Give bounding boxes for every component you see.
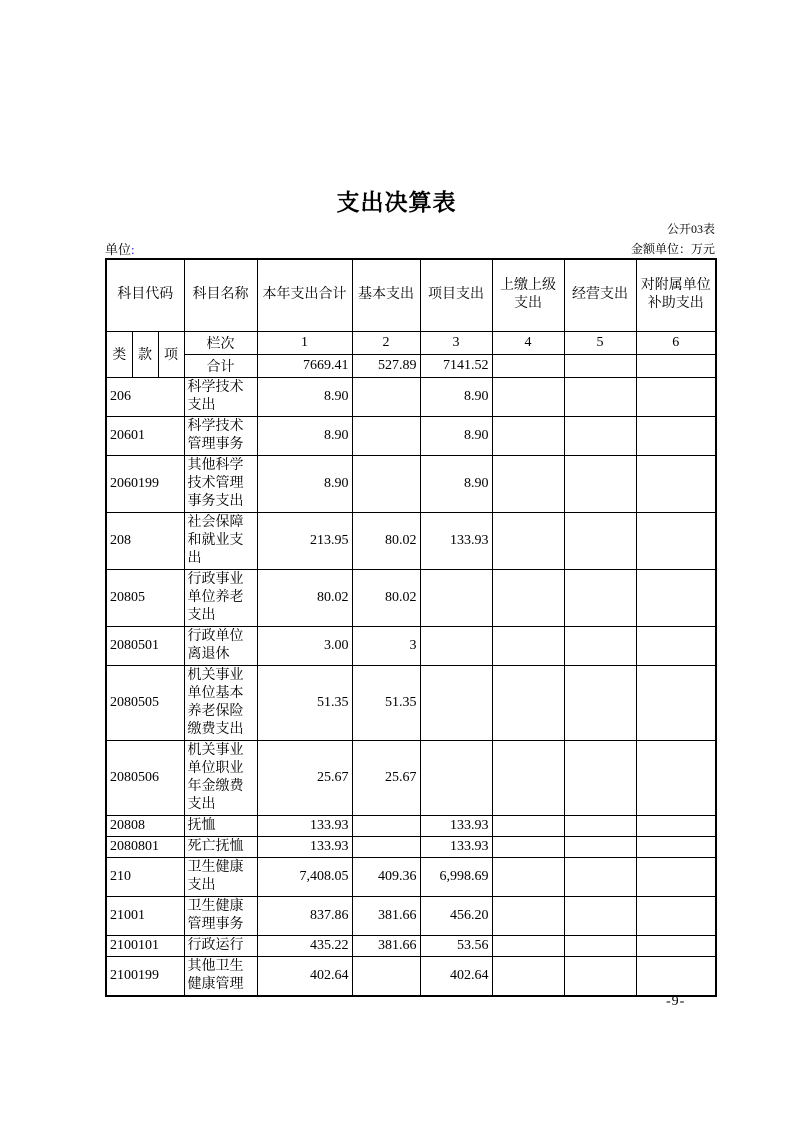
header-col-number: 2: [352, 331, 420, 354]
value-cell: [564, 416, 636, 455]
value-cell: [420, 569, 492, 626]
page-title: 支出决算表: [336, 189, 457, 215]
subject-code-cell: 206: [106, 377, 184, 416]
value-cell: 25.67: [352, 740, 420, 815]
unit-colon: :: [131, 242, 135, 257]
value-cell: [352, 836, 420, 857]
subject-name-cell: 科学技术支出: [184, 377, 257, 416]
value-cell: [636, 935, 716, 956]
value-cell: [564, 455, 636, 512]
value-cell: [352, 416, 420, 455]
value-cell: [636, 956, 716, 996]
subject-code-cell: 2080506: [106, 740, 184, 815]
table-row: [106, 512, 716, 569]
value-cell: [492, 836, 564, 857]
value-cell: [352, 956, 420, 996]
value-cell: [492, 377, 564, 416]
table-row: [106, 857, 716, 896]
subject-code-cell: 208: [106, 512, 184, 569]
value-cell: [492, 455, 564, 512]
value-cell: 133.93: [420, 512, 492, 569]
header-col-operating: 经营支出: [564, 259, 636, 331]
value-cell: 837.86: [257, 896, 352, 935]
total-value-cell: 7669.41: [257, 354, 352, 377]
value-cell: [492, 416, 564, 455]
header-col-number: 6: [636, 331, 716, 354]
value-cell: 3: [352, 626, 420, 665]
value-cell: [352, 377, 420, 416]
value-cell: [352, 455, 420, 512]
value-cell: [636, 857, 716, 896]
value-cell: 456.20: [420, 896, 492, 935]
value-cell: [352, 815, 420, 836]
value-cell: 8.90: [257, 416, 352, 455]
subject-code-cell: 20601: [106, 416, 184, 455]
subject-name-cell: 其他卫生健康管理: [184, 956, 257, 996]
value-cell: 51.35: [352, 665, 420, 740]
table-row: [106, 377, 716, 416]
value-cell: [492, 956, 564, 996]
value-cell: [564, 836, 636, 857]
subject-name-cell: 科学技术管理事务: [184, 416, 257, 455]
table-row: [106, 896, 716, 935]
unit-label: 单位:: [105, 242, 135, 257]
value-cell: [420, 665, 492, 740]
subject-code-cell: 21001: [106, 896, 184, 935]
total-row: [106, 354, 716, 377]
value-cell: 133.93: [257, 836, 352, 857]
value-cell: [492, 740, 564, 815]
value-cell: [564, 857, 636, 896]
value-cell: [636, 896, 716, 935]
value-cell: [492, 569, 564, 626]
value-cell: [564, 626, 636, 665]
value-cell: 133.93: [420, 815, 492, 836]
header-sub-class: 类: [106, 331, 132, 377]
subject-code-cell: 2100199: [106, 956, 184, 996]
header-row-lanci: [106, 331, 716, 354]
table-row: [106, 455, 716, 512]
value-cell: [564, 956, 636, 996]
value-cell: 409.36: [352, 857, 420, 896]
subject-code-cell: 2080505: [106, 665, 184, 740]
value-cell: 402.64: [420, 956, 492, 996]
subject-code-cell: 20805: [106, 569, 184, 626]
subject-name-cell: 行政运行: [184, 935, 257, 956]
subject-name-cell: 行政事业单位养老支出: [184, 569, 257, 626]
value-cell: 435.22: [257, 935, 352, 956]
header-sub-item: 项: [158, 331, 184, 377]
value-cell: [492, 512, 564, 569]
header-col-upturn: 上缴上级支出: [492, 259, 564, 331]
subject-code-cell: 2060199: [106, 455, 184, 512]
table-row: [106, 836, 716, 857]
value-cell: [564, 815, 636, 836]
total-value-cell: 7141.52: [420, 354, 492, 377]
value-cell: 8.90: [257, 377, 352, 416]
value-cell: 8.90: [420, 416, 492, 455]
amount-unit-label: 金额单位：万元: [630, 242, 715, 256]
table-row: [106, 416, 716, 455]
subject-code-cell: 20808: [106, 815, 184, 836]
subject-name-cell: 死亡抚恤: [184, 836, 257, 857]
table-row: [106, 935, 716, 956]
value-cell: [492, 626, 564, 665]
header-sub-section: 款: [132, 331, 158, 377]
header-col-total: 本年支出合计: [257, 259, 352, 331]
value-cell: [636, 665, 716, 740]
value-cell: 8.90: [420, 455, 492, 512]
subject-name-cell: 卫生健康管理事务: [184, 896, 257, 935]
value-cell: 8.90: [420, 377, 492, 416]
expenditure-table: [105, 258, 717, 997]
value-cell: [564, 569, 636, 626]
value-cell: 80.02: [352, 569, 420, 626]
header-col-number: 5: [564, 331, 636, 354]
subject-code-cell: 2080801: [106, 836, 184, 857]
table-row: [106, 569, 716, 626]
table-row: [106, 626, 716, 665]
total-value-cell: [564, 354, 636, 377]
table-row: [106, 815, 716, 836]
header-col-basic: 基本支出: [352, 259, 420, 331]
header-row-main: [106, 259, 716, 331]
value-cell: [636, 626, 716, 665]
value-cell: 6,998.69: [420, 857, 492, 896]
page-number: -9-: [666, 994, 686, 1009]
value-cell: [564, 935, 636, 956]
value-cell: 381.66: [352, 935, 420, 956]
header-subject-name: 科目名称: [184, 259, 257, 331]
value-cell: 80.02: [352, 512, 420, 569]
header-lanci-label: 栏次: [184, 331, 257, 354]
value-cell: 3.00: [257, 626, 352, 665]
table-row: [106, 956, 716, 996]
value-cell: 213.95: [257, 512, 352, 569]
header-col-project: 项目支出: [420, 259, 492, 331]
value-cell: [564, 377, 636, 416]
subject-name-cell: 社会保障和就业支出: [184, 512, 257, 569]
header-col-subsidy: 对附属单位补助支出: [636, 259, 716, 331]
value-cell: [492, 896, 564, 935]
value-cell: [636, 455, 716, 512]
table-row: [106, 740, 716, 815]
header-col-number: 3: [420, 331, 492, 354]
subject-code-cell: 2100101: [106, 935, 184, 956]
value-cell: [564, 896, 636, 935]
value-cell: [636, 377, 716, 416]
total-value-cell: [492, 354, 564, 377]
header-col-number: 1: [257, 331, 352, 354]
total-value-cell: 527.89: [352, 354, 420, 377]
value-cell: 80.02: [257, 569, 352, 626]
value-cell: [564, 665, 636, 740]
value-cell: 133.93: [420, 836, 492, 857]
value-cell: [636, 416, 716, 455]
subject-name-cell: 抚恤: [184, 815, 257, 836]
subject-name-cell: 机关事业单位职业年金缴费支出: [184, 740, 257, 815]
value-cell: [492, 857, 564, 896]
table-code-label: 公开03表: [666, 222, 715, 236]
value-cell: [492, 935, 564, 956]
header-subject-code: 科目代码: [106, 259, 184, 331]
value-cell: 7,408.05: [257, 857, 352, 896]
value-cell: [564, 740, 636, 815]
total-label: 合计: [184, 354, 257, 377]
value-cell: 133.93: [257, 815, 352, 836]
subject-name-cell: 卫生健康支出: [184, 857, 257, 896]
value-cell: 8.90: [257, 455, 352, 512]
value-cell: [564, 512, 636, 569]
value-cell: 25.67: [257, 740, 352, 815]
value-cell: [636, 569, 716, 626]
table-row: [106, 665, 716, 740]
value-cell: 53.56: [420, 935, 492, 956]
subject-code-cell: 210: [106, 857, 184, 896]
value-cell: [420, 740, 492, 815]
value-cell: 402.64: [257, 956, 352, 996]
value-cell: [636, 815, 716, 836]
value-cell: 51.35: [257, 665, 352, 740]
value-cell: [636, 740, 716, 815]
value-cell: [636, 512, 716, 569]
value-cell: [636, 836, 716, 857]
subject-code-cell: 2080501: [106, 626, 184, 665]
value-cell: [492, 665, 564, 740]
header-col-number: 4: [492, 331, 564, 354]
subject-name-cell: 行政单位离退休: [184, 626, 257, 665]
value-cell: 381.66: [352, 896, 420, 935]
subject-name-cell: 其他科学技术管理事务支出: [184, 455, 257, 512]
value-cell: [492, 815, 564, 836]
value-cell: [420, 626, 492, 665]
subject-name-cell: 机关事业单位基本养老保险缴费支出: [184, 665, 257, 740]
total-value-cell: [636, 354, 716, 377]
